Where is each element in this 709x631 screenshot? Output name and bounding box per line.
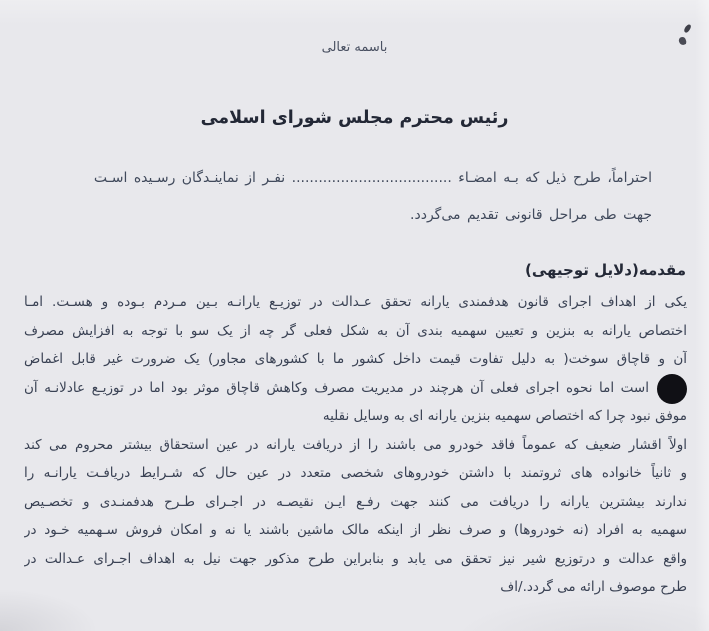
document-title: رئیس محترم مجلس شورای اسلامی — [200, 108, 509, 128]
body-line: آن و قاچاق سوخت( به دلیل تفاوت قیمت داخل کشور ما با کشورهای مجاور) یک ضرورت غیر قابل اغماض — [24, 351, 687, 367]
bismillah-header: باسمه تعالی — [321, 40, 388, 55]
body-line: ندارند بیشترین یارانه را دریافت می کنند جهت رفـع ایـن نقیصـه در اجـرای طـرح هدفمنـدی و تخصـیص — [24, 493, 687, 510]
body-line: واقع عدالت و درتوزیع شیر نیز تحقق می یابد و بنابراین طرح مذکور جهت نیل به اهداف اجـرای عـدالت در — [24, 550, 687, 567]
body-line: است اما نحوه اجرای فعلی آن هرچند در مدیریت مصرف وکاهش قاچاق موثر بود اما در توزیـع عادلانـه آن — [24, 379, 649, 396]
punch-hole-dot-icon — [657, 374, 687, 404]
salutation-line-2: جهت طی مراحل قانونی تقدیم می‌گردد. — [410, 207, 652, 223]
pen-stroke-icon — [683, 23, 692, 33]
section-heading-introduction: مقدمه(دلایل توجیهی) — [524, 261, 686, 279]
body-line: موفق نبود چرا که اختصاص سهمیه بنزین یارانه ای به وسایل نقلیه — [322, 408, 687, 424]
body-line: و ثانیاً خانواده های ثروتمند با داشتن خودروهای شخصی متعدد در عین حال که شـرایط دریافـت یارانـه را — [24, 465, 687, 481]
document-body — [24, 288, 687, 602]
salutation-line-1: احتراماً، طرح ذیل که بـه امضـاء .................................... نفـر از نماینـدگان رسـیده اسـت — [93, 170, 652, 186]
body-line: سهمیه به افراد (نه خودروها) و صرف نظر از اینکه مالک ماشین باشند یا نه و امکان فروش سـهمیه خـود در — [24, 522, 687, 538]
salutation-block — [60, 160, 652, 234]
body-line: اختصاص یارانه به بنزین و تعیین سهمیه بندی آن به شکل فعلی گر چه از یک سو با توجه به افزایش مصرف — [24, 322, 687, 339]
body-line: اولاً اقشار ضعیف که عموماً فاقد خودرو می باشند را از دریافت یارانه در عین استحقاق بیشتر محروم می کند — [24, 436, 687, 453]
body-line: طرح موصوف ارائه می گردد./اف — [500, 579, 687, 595]
body-line: یکی از اهداف اجرای قانون هدفمندی یارانه تحقق عـدالت در توزیـع یارانـه بـین مـردم بـوده و هسـت. امـا — [24, 294, 687, 310]
